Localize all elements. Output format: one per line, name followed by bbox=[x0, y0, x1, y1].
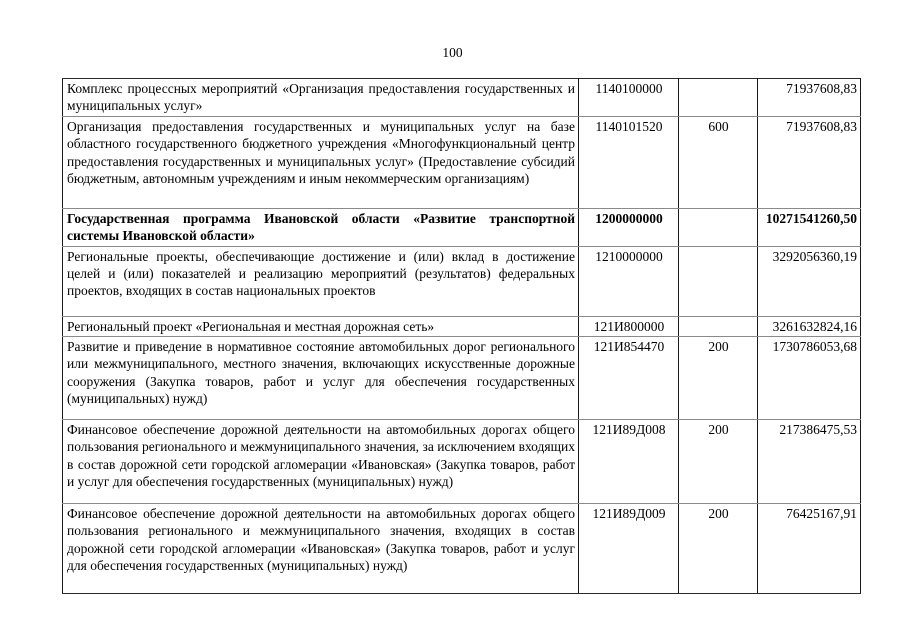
row-description: Финансовое обеспечение дорожной деятельности на автомобильных дорогах общего пользования регионального и межмуниципального значения, входящих в состав дорожной сети городской агломерации «Ивановская» (Закупка товаров, работ и услуг для обеспечения государственных (муниципальных) нужд) bbox=[63, 504, 579, 594]
table-row bbox=[63, 504, 861, 594]
row-description: Развитие и приведение в нормативное состояние автомобильных дорог регионального или межмуниципального, местного значения, включающих искусственные дорожные сооружения (Закупка товаров, работ и услуг для обеспечения государственных (муниципальных) нужд) bbox=[63, 337, 579, 420]
row-amount: 3292056360,19 bbox=[758, 246, 861, 316]
row-expense-type: 200 bbox=[679, 504, 758, 594]
table-row bbox=[63, 316, 861, 336]
row-amount: 10271541260,50 bbox=[758, 208, 861, 246]
budget-table bbox=[62, 78, 861, 594]
row-amount: 3261632824,16 bbox=[758, 316, 861, 336]
row-description: Комплекс процессных мероприятий «Организация предоставления государственных и муниципальных услуг» bbox=[63, 79, 579, 117]
row-description: Организация предоставления государственных и муниципальных услуг на базе областного государственного бюджетного учреждения «Многофункциональный центр предоставления государственных и муниципальных услуг» (Предоставление субсидий бюджетным, автономным учреждениям и иным некоммерческим организациям) bbox=[63, 116, 579, 208]
row-target-code: 121И800000 bbox=[579, 316, 679, 336]
table-row-program-total bbox=[63, 208, 861, 246]
row-expense-type bbox=[679, 208, 758, 246]
row-target-code: 1200000000 bbox=[579, 208, 679, 246]
row-target-code: 121И89Д008 bbox=[579, 420, 679, 504]
row-expense-type bbox=[679, 79, 758, 117]
table-row bbox=[63, 116, 861, 208]
row-target-code: 1210000000 bbox=[579, 246, 679, 316]
row-amount: 217386475,53 bbox=[758, 420, 861, 504]
table-row bbox=[63, 337, 861, 420]
row-expense-type: 200 bbox=[679, 337, 758, 420]
table-row bbox=[63, 79, 861, 117]
row-expense-type: 200 bbox=[679, 420, 758, 504]
row-description: Государственная программа Ивановской области «Развитие транспортной системы Ивановской области» bbox=[63, 208, 579, 246]
row-target-code: 121И854470 bbox=[579, 337, 679, 420]
row-description: Финансовое обеспечение дорожной деятельности на автомобильных дорогах общего пользования регионального и межмуниципального значения, за исключением входящих в состав дорожной сети городской агломерации «Ивановская» (Закупка товаров, работ и услуг для обеспечения государственных (муниципальных) нужд) bbox=[63, 420, 579, 504]
row-amount: 76425167,91 bbox=[758, 504, 861, 594]
row-expense-type: 600 bbox=[679, 116, 758, 208]
row-amount: 71937608,83 bbox=[758, 79, 861, 117]
row-description: Региональные проекты, обеспечивающие достижение и (или) вклад в достижение целей и (или) показателей и реализацию мероприятий (результатов) федеральных проектов, входящих в состав национальных проектов bbox=[63, 246, 579, 316]
table-row bbox=[63, 246, 861, 316]
table-row bbox=[63, 420, 861, 504]
row-description: Региональный проект «Региональная и местная дорожная сеть» bbox=[63, 316, 579, 336]
row-amount: 1730786053,68 bbox=[758, 337, 861, 420]
page-number: 100 bbox=[442, 45, 463, 60]
row-expense-type bbox=[679, 246, 758, 316]
row-target-code: 1140101520 bbox=[579, 116, 679, 208]
row-target-code: 1140100000 bbox=[579, 79, 679, 117]
row-expense-type bbox=[679, 316, 758, 336]
row-amount: 71937608,83 bbox=[758, 116, 861, 208]
row-target-code: 121И89Д009 bbox=[579, 504, 679, 594]
